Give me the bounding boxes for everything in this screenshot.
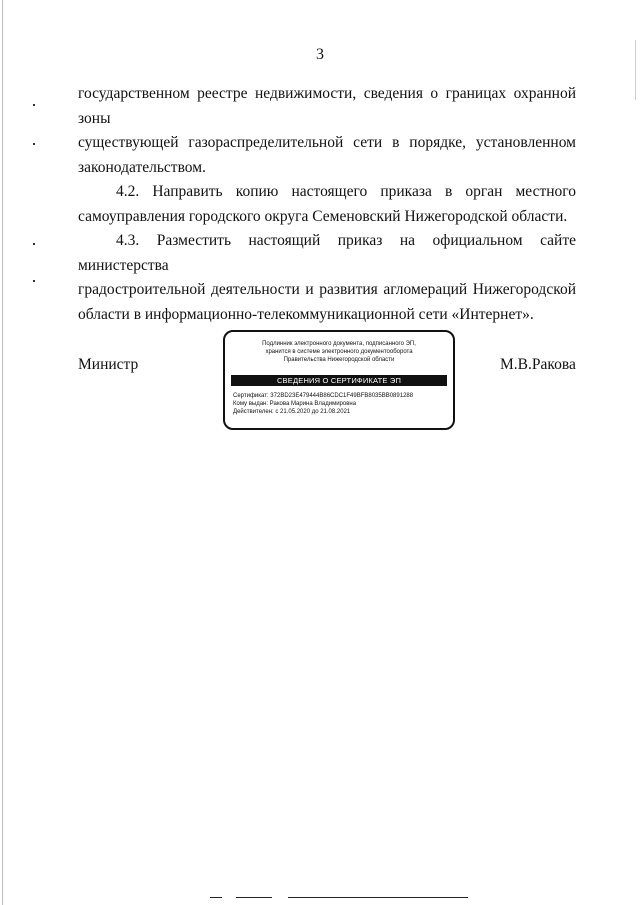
bottom-rule: [236, 897, 272, 898]
stamp-header-line: Правительства Нижегородской области: [283, 357, 395, 363]
scan-speck: [33, 143, 35, 145]
text-line: законодательством.: [78, 158, 206, 176]
text-line: государственном реестре недвижимости, сведения о границах охранной зоны: [78, 85, 576, 127]
stamp-validity: Действителен: с 21.05.2020 до 21.08.2021: [233, 409, 351, 415]
signer-title: Министр: [78, 356, 139, 373]
text-line: самоуправления городского округа Семеновский Нижегородской области.: [78, 207, 568, 225]
signer-name: М.В.Ракова: [500, 356, 576, 373]
stamp-header-line: хранится в системе электронного документооборота: [265, 349, 413, 355]
stamp-header: [225, 340, 453, 364]
text-line: области в информационно-телекоммуникационной сети «Интернет».: [78, 305, 534, 323]
electronic-signature-stamp: [223, 330, 455, 430]
scan-speck: [33, 104, 35, 106]
text-line: существующей газораспределительной сети в порядке, установленном: [78, 134, 576, 151]
paragraph-4-3: [78, 229, 576, 327]
stamp-title-bar: СВЕДЕНИЯ О СЕРТИФИКАТЕ ЭП: [231, 375, 447, 386]
paragraph-4-2: [78, 180, 576, 229]
paragraph-registry: [78, 82, 576, 180]
page-number: 3: [316, 46, 324, 63]
text-line: 4.2. Направить копию настоящего приказа в орган местного: [116, 183, 576, 200]
document-body: [78, 82, 576, 327]
text-line: градостроительной деятельности и развития агломераций Нижегородской: [78, 281, 576, 298]
bottom-rule: [288, 897, 468, 898]
stamp-header-line: Подлинник электронного документа, подписанного ЭП,: [262, 341, 416, 347]
stamp-issued-to: Кому выдан: Ракова Марина Владимировна: [233, 401, 357, 407]
scan-speck: [33, 280, 35, 282]
stamp-details: [233, 392, 413, 416]
scan-edge-line: [2, 0, 3, 905]
scan-speck: [33, 243, 35, 245]
bottom-rule: [210, 897, 222, 898]
stamp-certificate: Сертификат: 372BD23E479444B86CDC1F49BFB8035BB0891288: [233, 393, 414, 399]
text-line: 4.3. Разместить настоящий приказ на официальном сайте министерства: [78, 232, 576, 274]
